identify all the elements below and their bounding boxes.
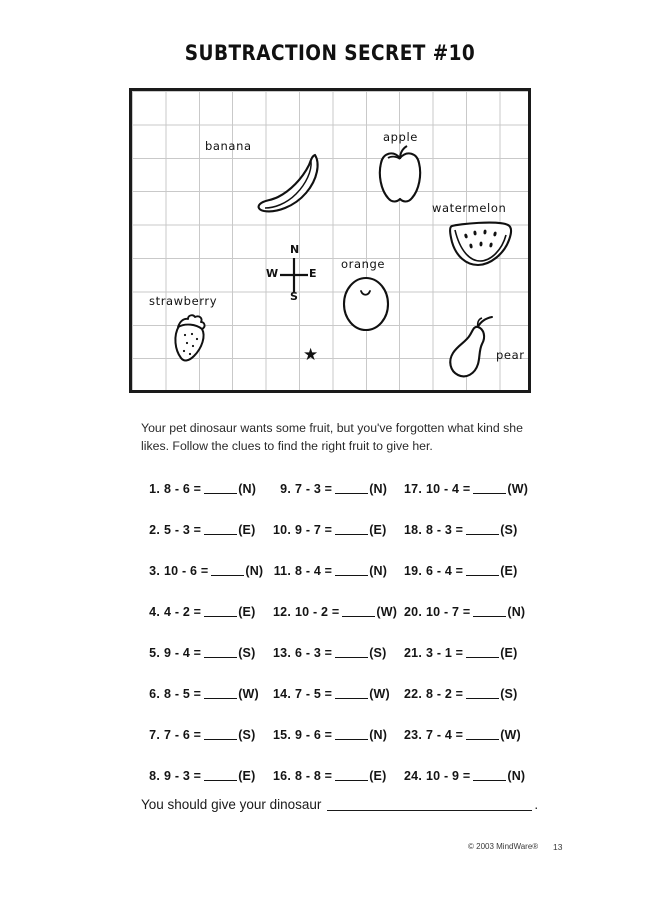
problem-expression: 7 - 5 = [295, 687, 333, 701]
problem-7[interactable] [141, 728, 255, 742]
problem-21[interactable] [403, 646, 517, 660]
problem-row [141, 646, 541, 687]
problem-row [141, 482, 541, 523]
fruit-label-strawberry: strawberry [149, 294, 218, 308]
answer-blank[interactable] [204, 616, 237, 617]
direction-letter: (N) [507, 769, 526, 783]
compass-east-label: E [309, 267, 317, 280]
answer-blank[interactable] [204, 698, 237, 699]
problem-number: 15. [273, 728, 291, 742]
page-number: 13 [553, 842, 563, 852]
problem-expression: 10 - 2 = [295, 605, 340, 619]
answer-blank[interactable] [335, 575, 368, 576]
problem-19[interactable] [403, 564, 517, 578]
problem-1[interactable] [141, 482, 256, 496]
problem-expression: 9 - 4 = [164, 646, 202, 660]
problem-number: 17. [404, 482, 422, 496]
answer-blank[interactable] [204, 657, 237, 658]
problem-20[interactable] [403, 605, 525, 619]
problem-row [141, 523, 541, 564]
problem-9[interactable] [272, 482, 387, 496]
problem-number: 2. [149, 523, 160, 537]
problem-number: 18. [404, 523, 422, 537]
problem-expression: 8 - 8 = [295, 769, 333, 783]
problem-13[interactable] [272, 646, 386, 660]
problem-17[interactable] [403, 482, 528, 496]
pear-icon [444, 311, 506, 383]
direction-letter: (S) [500, 523, 518, 537]
problem-14[interactable] [272, 687, 390, 701]
problem-number: 20. [404, 605, 422, 619]
problem-expression: 8 - 4 = [295, 564, 333, 578]
problem-number: 5. [149, 646, 160, 660]
problem-11[interactable] [272, 564, 387, 578]
direction-letter: (W) [507, 482, 529, 496]
problem-expression: 7 - 3 = [295, 482, 333, 496]
direction-letter: (E) [369, 523, 387, 537]
problem-expression: 7 - 4 = [426, 728, 464, 742]
problem-6[interactable] [141, 687, 259, 701]
problem-expression: 9 - 6 = [295, 728, 333, 742]
problem-number: 24. [404, 769, 422, 783]
fruit-label-watermelon: watermelon [432, 201, 507, 215]
problem-expression: 8 - 6 = [164, 482, 202, 496]
direction-letter: (E) [500, 564, 518, 578]
compass-north-label: N [290, 243, 300, 256]
problem-number: 6. [149, 687, 160, 701]
problem-24[interactable] [403, 769, 525, 783]
final-answer-prompt: You should give your dinosaur [141, 797, 322, 812]
problem-expression: 10 - 9 = [426, 769, 471, 783]
direction-letter: (E) [238, 769, 256, 783]
answer-blank[interactable] [473, 493, 506, 494]
problem-number: 3. [149, 564, 160, 578]
problem-expression: 10 - 4 = [426, 482, 471, 496]
problem-row [141, 605, 541, 646]
direction-letter: (E) [500, 646, 518, 660]
problem-expression: 5 - 3 = [164, 523, 202, 537]
answer-blank[interactable] [335, 698, 368, 699]
problem-list [141, 482, 541, 810]
answer-blank[interactable] [204, 739, 237, 740]
direction-letter: (E) [369, 769, 387, 783]
direction-letter: (W) [376, 605, 398, 619]
answer-blank[interactable] [466, 657, 499, 658]
answer-blank[interactable] [335, 534, 368, 535]
watermelon-icon [446, 216, 516, 272]
direction-letter: (S) [369, 646, 387, 660]
final-answer-period: . [534, 797, 539, 812]
direction-letter: (S) [238, 646, 256, 660]
direction-letter: (N) [245, 564, 264, 578]
problem-number: 8. [149, 769, 160, 783]
problem-number: 11. [273, 564, 291, 578]
problem-expression: 8 - 2 = [426, 687, 464, 701]
apple-icon [369, 144, 431, 210]
banana-icon [254, 149, 329, 219]
problem-3[interactable] [141, 564, 263, 578]
fruit-label-apple: apple [383, 130, 418, 144]
page-title: SUBTRACTION SECRET #10 [184, 41, 476, 65]
direction-letter: (S) [500, 687, 518, 701]
problem-number: 16. [273, 769, 291, 783]
problem-expression: 9 - 7 = [295, 523, 333, 537]
problem-12[interactable] [272, 605, 397, 619]
answer-blank[interactable] [473, 780, 506, 781]
problem-row [141, 564, 541, 605]
answer-blank[interactable] [335, 657, 368, 658]
problem-number: 7. [149, 728, 160, 742]
problem-number: 9. [280, 482, 291, 496]
answer-blank[interactable] [204, 534, 237, 535]
answer-blank[interactable] [342, 616, 375, 617]
problem-number: 23. [404, 728, 422, 742]
problem-expression: 7 - 6 = [164, 728, 202, 742]
problem-expression: 6 - 3 = [295, 646, 333, 660]
direction-letter: (W) [238, 687, 259, 701]
compass-south-label: S [290, 290, 298, 303]
map-inner [132, 91, 528, 390]
answer-blank[interactable] [466, 575, 499, 576]
problem-16[interactable] [272, 769, 386, 783]
problem-expression: 9 - 3 = [164, 769, 202, 783]
problem-2[interactable] [141, 523, 255, 537]
problem-number: 13. [273, 646, 291, 660]
direction-letter: (N) [369, 728, 388, 742]
star-marker-icon: ★ [303, 345, 319, 364]
direction-letter: (E) [238, 523, 256, 537]
problem-number: 14. [273, 687, 291, 701]
problem-expression: 8 - 3 = [426, 523, 464, 537]
final-answer-line [141, 797, 538, 812]
problem-number: 19. [404, 564, 422, 578]
final-answer-blank[interactable] [327, 810, 532, 811]
direction-letter: (N) [369, 564, 388, 578]
problem-expression: 6 - 4 = [426, 564, 464, 578]
fruit-label-banana: banana [205, 139, 252, 153]
problem-number: 1. [149, 482, 160, 496]
direction-letter: (W) [500, 728, 521, 742]
problem-23[interactable] [403, 728, 521, 742]
answer-blank[interactable] [335, 780, 368, 781]
answer-blank[interactable] [335, 739, 368, 740]
direction-letter: (N) [238, 482, 257, 496]
problem-number: 21. [404, 646, 422, 660]
direction-letter: (N) [507, 605, 526, 619]
strawberry-icon [166, 310, 214, 366]
problem-4[interactable] [141, 605, 255, 619]
fruit-label-pear: pear [496, 348, 525, 362]
problem-18[interactable] [403, 523, 517, 537]
problem-15[interactable] [272, 728, 387, 742]
problem-row [141, 728, 541, 769]
fruit-map [129, 88, 531, 393]
problem-number: 4. [149, 605, 160, 619]
direction-letter: (S) [238, 728, 256, 742]
problem-5[interactable] [141, 646, 255, 660]
answer-blank[interactable] [466, 739, 499, 740]
problem-expression: 10 - 7 = [426, 605, 471, 619]
problem-expression: 3 - 1 = [426, 646, 464, 660]
direction-letter: (N) [369, 482, 388, 496]
compass-rose [266, 243, 317, 303]
problem-expression: 10 - 6 = [164, 564, 209, 578]
answer-blank[interactable] [204, 780, 237, 781]
answer-blank[interactable] [211, 575, 244, 576]
problem-8[interactable] [141, 769, 255, 783]
answer-blank[interactable] [204, 493, 237, 494]
problem-expression: 4 - 2 = [164, 605, 202, 619]
problem-expression: 8 - 5 = [164, 687, 202, 701]
compass-west-label: W [266, 267, 279, 280]
copyright-text: © 2003 MindWare® [468, 842, 539, 851]
answer-blank[interactable] [473, 616, 506, 617]
problem-number: 10. [273, 523, 291, 537]
problem-number: 12. [273, 605, 291, 619]
page-footer [0, 842, 660, 856]
problem-row [141, 687, 541, 728]
problem-10[interactable] [272, 523, 386, 537]
direction-letter: (E) [238, 605, 256, 619]
orange-icon [336, 271, 396, 335]
fruit-label-orange: orange [341, 257, 386, 271]
instructions-text: Your pet dinosaur wants some fruit, but you've forgotten what kind she likes. Follow the clues to find the right fruit to give her. [141, 421, 523, 453]
problem-22[interactable] [403, 687, 517, 701]
direction-letter: (W) [369, 687, 390, 701]
answer-blank[interactable] [335, 493, 368, 494]
problem-number: 22. [404, 687, 422, 701]
answer-blank[interactable] [466, 698, 499, 699]
answer-blank[interactable] [466, 534, 499, 535]
